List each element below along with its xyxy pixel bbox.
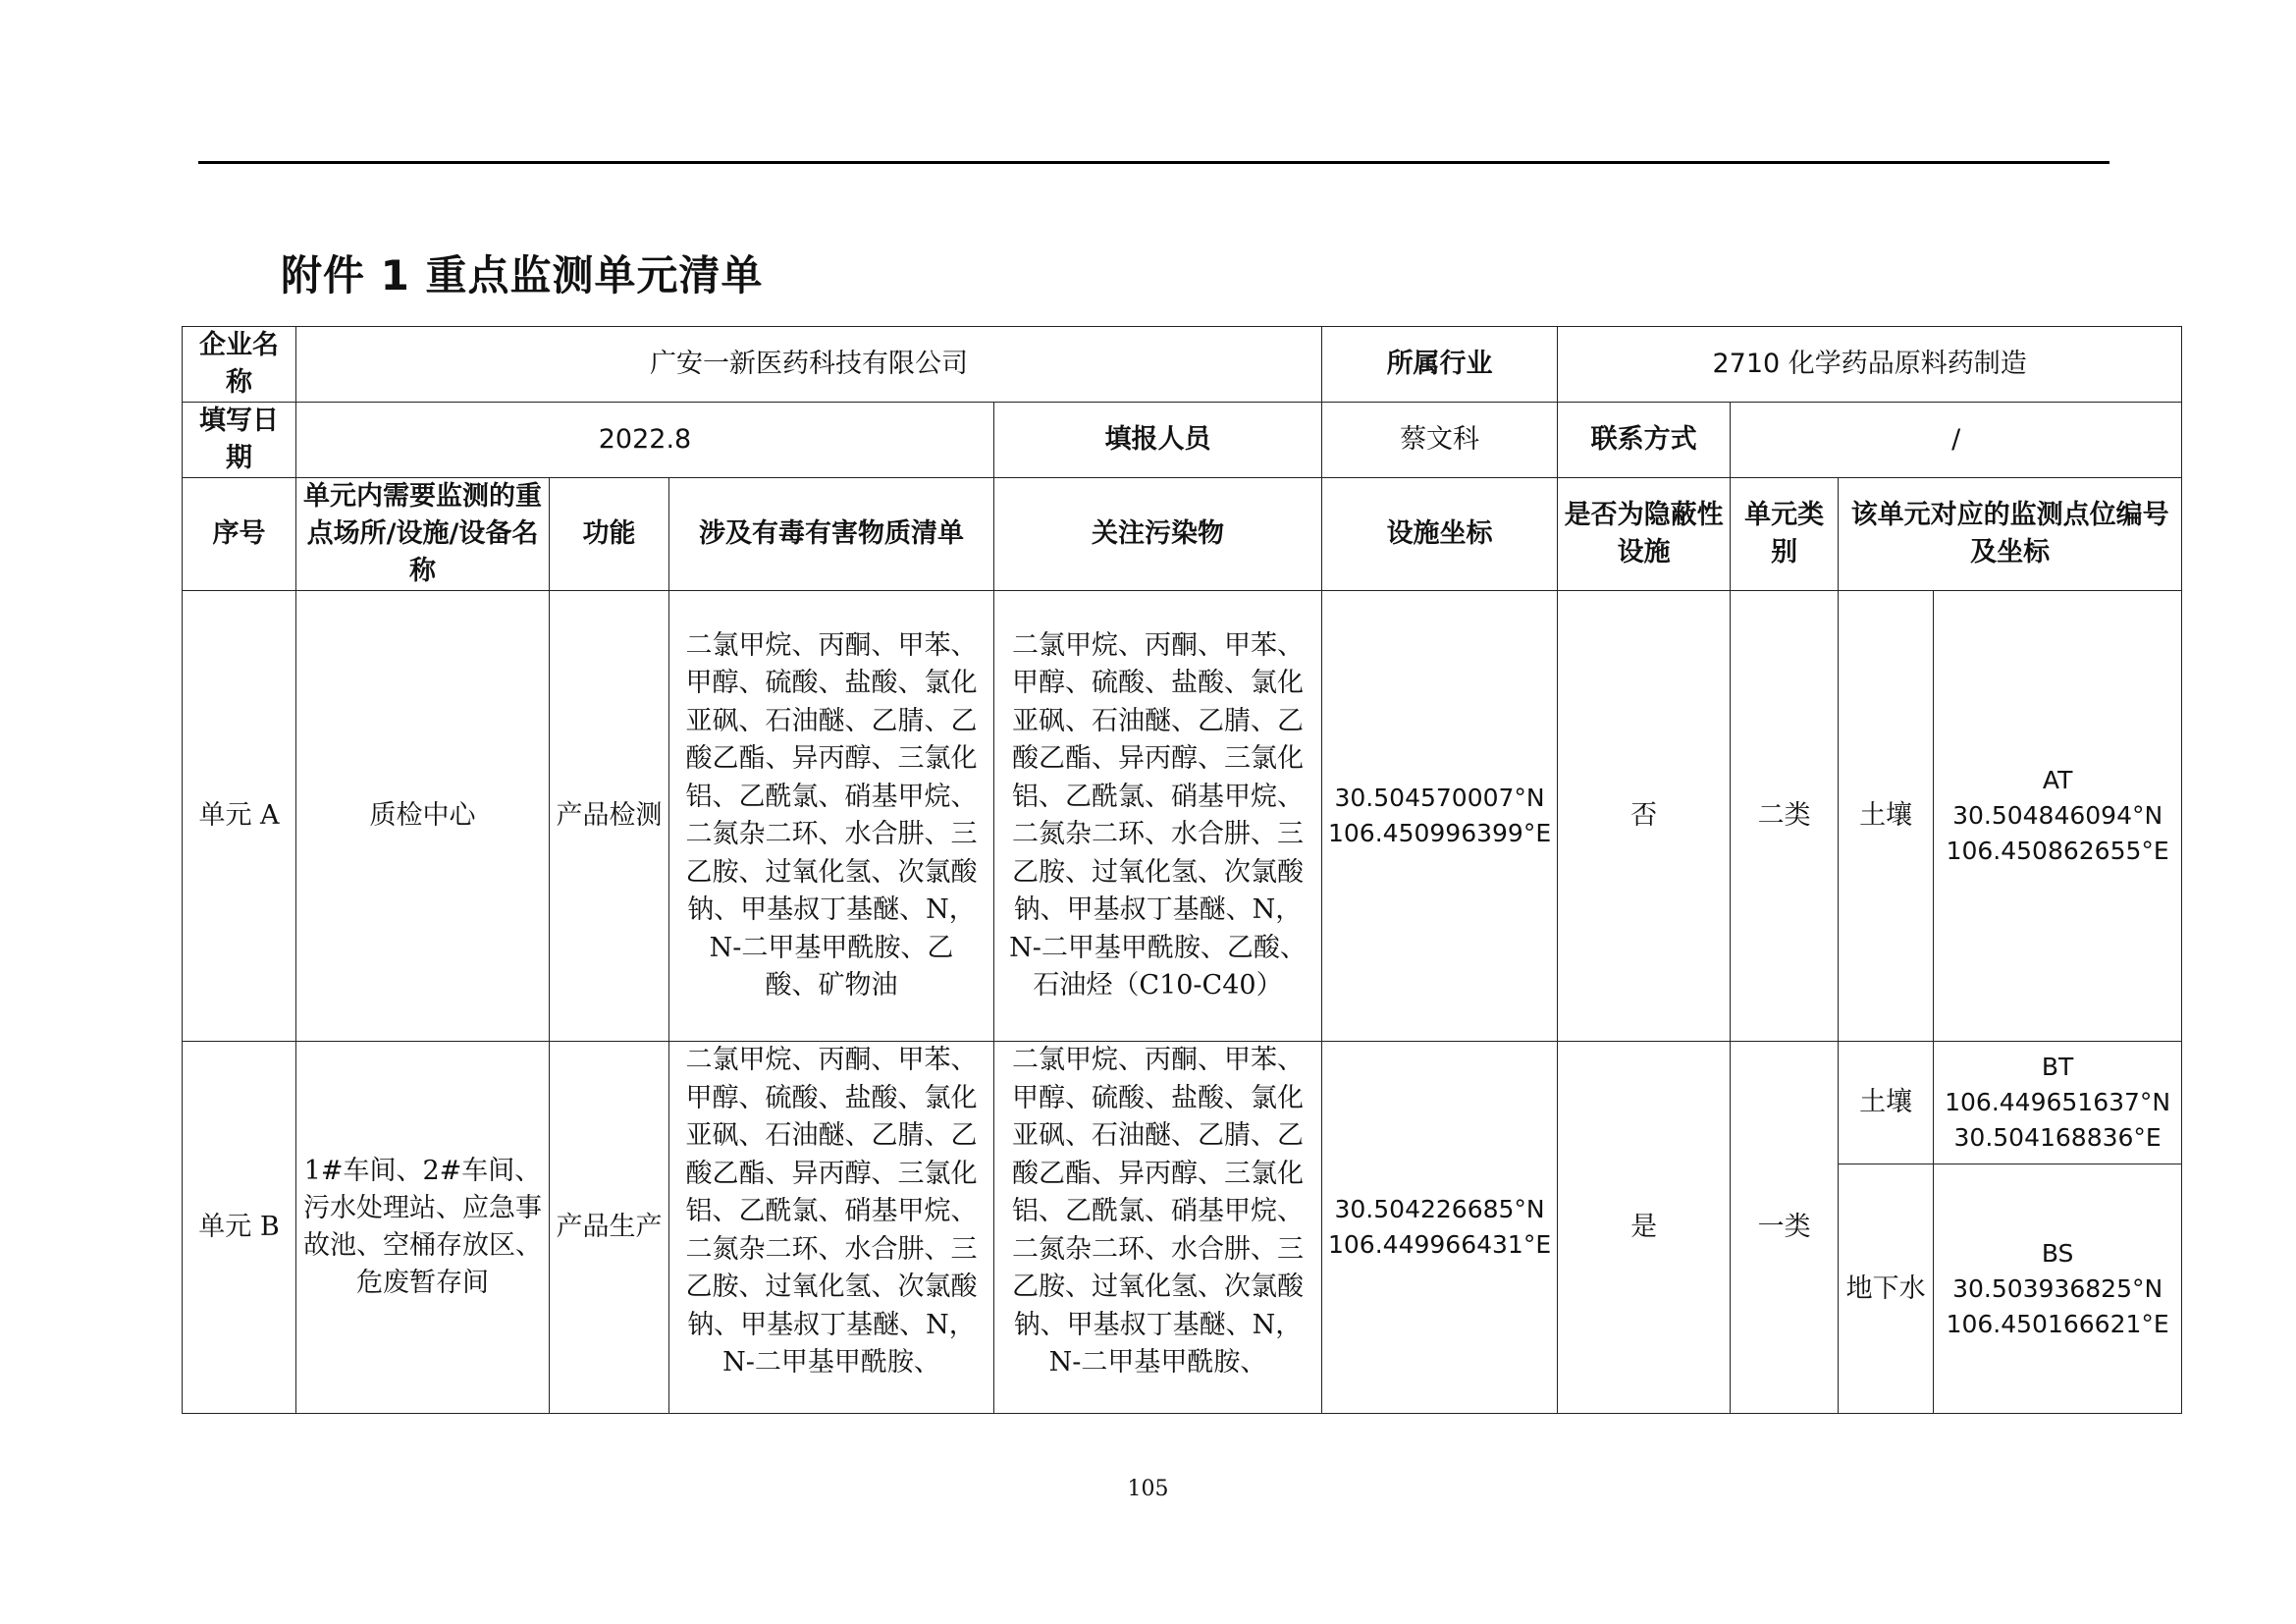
point-coord-2: 106.450166621°E <box>1946 1309 2169 1338</box>
industry-value: 2710 化学药品原料药制造 <box>1558 327 2182 403</box>
point-code: AT <box>2042 766 2073 794</box>
unit-coord-lat: 30.504226685°N <box>1334 1195 1545 1223</box>
filler-value: 蔡文科 <box>1322 403 1558 478</box>
page-title: 附件 1 重点监测单元清单 <box>281 251 764 299</box>
point-coord-1: 30.504846094°N <box>1952 801 2163 830</box>
date-label: 填写日期 <box>183 403 296 478</box>
unit-substances: 二氯甲烷、丙酮、甲苯、甲醇、硫酸、盐酸、氯化亚砜、石油醚、乙腈、乙酸乙酯、异丙醇、三氯化铝、乙酰氯、硝基甲烷、二氮杂二环、水合肼、三乙胺、过氧化氢、次氯酸钠、甲基叔丁基醚、N，N-二甲基甲酰胺、乙酸、矿物油 <box>669 591 994 1042</box>
point-code: BT <box>2041 1053 2074 1081</box>
point-coord-1: 106.449651637°N <box>1945 1088 2171 1116</box>
contact-value: / <box>1731 403 2182 478</box>
header-site: 单元内需要监测的重点场所/设施/设备名称 <box>296 478 550 591</box>
table-row <box>183 591 2182 1042</box>
unit-substances <box>669 1042 994 1414</box>
unit-pollutants-text: 二氯甲烷、丙酮、甲苯、甲醇、硫酸、盐酸、氯化亚砜、石油醚、乙腈、乙酸乙酯、异丙醇、三氯化铝、乙酰氯、硝基甲烷、二氮杂二环、水合肼、三乙胺、过氧化氢、次氯酸钠、甲基叔丁基醚、N，N-二甲基甲酰胺、 <box>1012 1045 1304 1378</box>
table-row <box>183 1042 2182 1164</box>
point-coords <box>1934 1042 2182 1164</box>
unit-substances-text: 二氯甲烷、丙酮、甲苯、甲醇、硫酸、盐酸、氯化亚砜、石油醚、乙腈、乙酸乙酯、异丙醇、三氯化铝、乙酰氯、硝基甲烷、二氮杂二环、水合肼、三乙胺、过氧化氢、次氯酸钠、甲基叔丁基醚、N，N-二甲基甲酰胺、 <box>685 1045 978 1378</box>
header-seq: 序号 <box>183 478 296 591</box>
unit-category: 一类 <box>1731 1042 1839 1414</box>
filler-label: 填报人员 <box>994 403 1322 478</box>
info-row-2 <box>183 403 2182 478</box>
point-coords <box>1934 1164 2182 1414</box>
unit-site: 质检中心 <box>296 591 550 1042</box>
date-value: 2022.8 <box>296 403 994 478</box>
header-row <box>183 478 2182 591</box>
unit-coord-lon: 106.449966431°E <box>1328 1230 1552 1259</box>
unit-hidden: 是 <box>1558 1042 1731 1414</box>
header-pollutants: 关注污染物 <box>994 478 1322 591</box>
monitoring-unit-table <box>182 326 2182 1414</box>
header-points: 该单元对应的监测点位编号及坐标 <box>1839 478 2182 591</box>
header-substances: 涉及有毒有害物质清单 <box>669 478 994 591</box>
page-number: 105 <box>1127 1477 1169 1501</box>
unit-category: 二类 <box>1731 591 1839 1042</box>
header-function: 功能 <box>550 478 669 591</box>
header-rule <box>198 161 2109 164</box>
industry-label: 所属行业 <box>1322 327 1558 403</box>
point-coords <box>1934 591 2182 1042</box>
info-row-1 <box>183 327 2182 403</box>
unit-coords <box>1322 1042 1558 1414</box>
unit-function: 产品检测 <box>550 591 669 1042</box>
company-value: 广安一新医药科技有限公司 <box>296 327 1322 403</box>
header-hidden: 是否为隐蔽性设施 <box>1558 478 1731 591</box>
point-code: BS <box>2041 1238 2074 1268</box>
unit-seq: 单元 B <box>183 1042 296 1414</box>
unit-coord-lon: 106.450996399°E <box>1328 819 1552 847</box>
unit-site: 1#车间、2#车间、污水处理站、应急事故池、空桶存放区、危废暂存间 <box>296 1042 550 1414</box>
unit-seq: 单元 A <box>183 591 296 1042</box>
header-coords: 设施坐标 <box>1322 478 1558 591</box>
point-coord-2: 30.504168836°E <box>1953 1123 2162 1152</box>
point-coord-2: 106.450862655°E <box>1946 837 2169 865</box>
unit-hidden: 否 <box>1558 591 1731 1042</box>
contact-label: 联系方式 <box>1558 403 1731 478</box>
company-label: 企业名称 <box>183 327 296 403</box>
unit-function: 产品生产 <box>550 1042 669 1414</box>
point-coord-1: 30.503936825°N <box>1952 1273 2163 1303</box>
unit-coord-lat: 30.504570007°N <box>1334 784 1545 812</box>
unit-coords <box>1322 591 1558 1042</box>
point-medium: 土壤 <box>1839 1042 1934 1164</box>
point-medium: 地下水 <box>1839 1164 1934 1414</box>
unit-pollutants: 二氯甲烷、丙酮、甲苯、甲醇、硫酸、盐酸、氯化亚砜、石油醚、乙腈、乙酸乙酯、异丙醇、三氯化铝、乙酰氯、硝基甲烷、二氮杂二环、水合肼、三乙胺、过氧化氢、次氯酸钠、甲基叔丁基醚、N，N-二甲基甲酰胺、乙酸、石油烃（C10-C40） <box>994 591 1322 1042</box>
point-medium: 土壤 <box>1839 591 1934 1042</box>
unit-pollutants <box>994 1042 1322 1414</box>
header-category: 单元类别 <box>1731 478 1839 591</box>
